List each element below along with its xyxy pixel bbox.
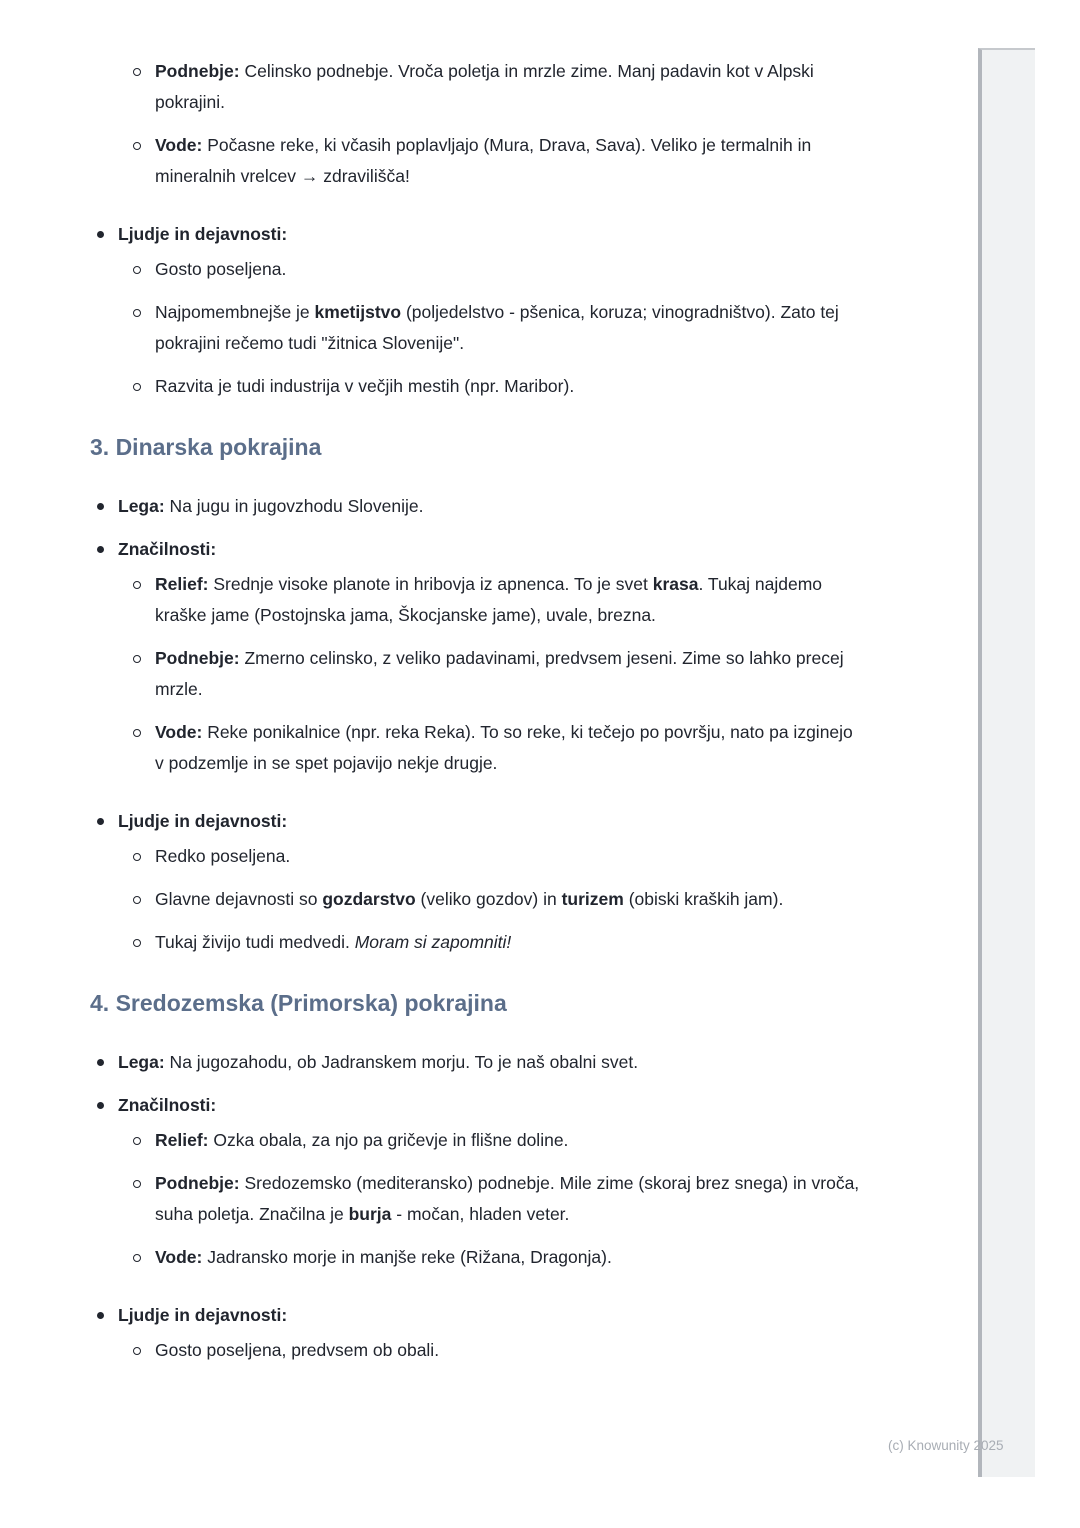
item-text: Tukaj živijo tudi medvedi. — [155, 932, 355, 952]
bullet-icon — [97, 546, 104, 553]
item-text: Gosto poseljena. — [155, 259, 287, 279]
circle-bullet-icon — [133, 1180, 141, 1188]
section-heading-3: 3. Dinarska pokrajina — [90, 434, 322, 460]
sub-bullet-item — [90, 927, 862, 958]
bullet-item — [90, 219, 862, 250]
sub-bullet-item — [90, 569, 862, 631]
item-text: Zmerno celinsko, z veliko padavinami, predvsem jeseni. Zime so lahko precej mrzle. — [155, 648, 844, 699]
bullet-item — [90, 1300, 862, 1331]
item-text: . Tukaj najdemo kraške jame (Postojnska jama, Škocjanske jame), uvale, brezna. — [155, 574, 823, 625]
item-text: Jadransko morje in manjše reke (Rižana, Dragonja). — [202, 1247, 612, 1267]
item-text: Redko poseljena. — [155, 846, 291, 866]
item-text: Glavne dejavnosti so — [155, 889, 323, 909]
circle-bullet-icon — [133, 853, 141, 861]
sub-bullet-item — [90, 56, 862, 118]
bullet-icon — [97, 1312, 104, 1319]
bullet-item — [90, 806, 862, 837]
circle-bullet-icon — [133, 655, 141, 663]
bullet-icon — [97, 503, 104, 510]
circle-bullet-icon — [133, 896, 141, 904]
item-text: - močan, hladen veter. — [391, 1204, 570, 1224]
item-label: Ljudje in dejavnosti: — [118, 224, 288, 244]
item-text: Srednje visoke planote in hribovja iz apnenca. To je svet — [208, 574, 653, 594]
item-label: Vode: — [155, 1247, 203, 1267]
item-text: Na jugu in jugovzhodu Slovenije. — [164, 496, 424, 516]
item-text: (poljedelstvo - pšenica, koruza; vinogradništvo). Zato tej pokrajini rečemo tudi "žitnica Slovenije". — [155, 302, 839, 353]
item-text: Gosto poseljena, predvsem ob obali. — [155, 1340, 440, 1360]
sub-bullet-item — [90, 1242, 862, 1273]
item-text: Počasne reke, ki včasih poplavljajo (Mura, Drava, Sava). Veliko je termalnih in mineralnih vrelcev → zdravilišča! — [155, 135, 812, 186]
bullet-icon — [97, 231, 104, 238]
circle-bullet-icon — [133, 581, 141, 589]
item-text: Ozka obala, za njo pa gričevje in flišne doline. — [208, 1130, 569, 1150]
sub-bullet-item — [90, 371, 862, 402]
circle-bullet-icon — [133, 939, 141, 947]
circle-bullet-icon — [133, 1137, 141, 1145]
item-label: Lega: — [118, 496, 165, 516]
bullet-item — [90, 534, 862, 565]
bullet-item — [90, 491, 862, 522]
item-bold-text: turizem — [561, 889, 624, 909]
item-text: Celinsko podnebje. Vroča poletja in mrzle zime. Manj padavin kot v Alpski pokrajini. — [155, 61, 814, 112]
circle-bullet-icon — [133, 68, 141, 76]
item-italic-text: Moram si zapomniti! — [354, 932, 512, 952]
sub-bullet-item — [90, 1168, 862, 1230]
circle-bullet-icon — [133, 142, 141, 150]
bullet-item — [90, 1090, 862, 1121]
bullet-icon — [97, 1102, 104, 1109]
item-label: Relief: — [155, 1130, 209, 1150]
item-bold-text: burja — [348, 1204, 392, 1224]
item-label: Značilnosti: — [118, 539, 217, 559]
sub-bullet-item — [90, 254, 862, 285]
item-label: Ljudje in dejavnosti: — [118, 811, 288, 831]
item-bold-text: krasa — [652, 574, 699, 594]
item-text: Razvita je tudi industrija v večjih mestih (npr. Maribor). — [155, 376, 575, 396]
item-label: Relief: — [155, 574, 209, 594]
scrollbar-track[interactable] — [978, 48, 1035, 1477]
bullet-icon — [97, 818, 104, 825]
watermark: (c) Knowunity 2025 — [888, 1438, 1004, 1453]
item-label: Vode: — [155, 135, 203, 155]
item-label: Vode: — [155, 722, 203, 742]
sub-bullet-item — [90, 884, 862, 915]
bullet-item — [90, 1047, 862, 1078]
item-label: Podnebje: — [155, 1173, 240, 1193]
item-text: Najpomembnejše je — [155, 302, 315, 322]
document-content — [90, 0, 862, 1366]
sub-bullet-item — [90, 1125, 862, 1156]
item-text: (obiski kraških jam). — [623, 889, 784, 909]
item-text: Na jugozahodu, ob Jadranskem morju. To je naš obalni svet. — [164, 1052, 639, 1072]
item-label: Podnebje: — [155, 648, 240, 668]
sub-bullet-item — [90, 297, 862, 359]
circle-bullet-icon — [133, 1254, 141, 1262]
item-bold-text: kmetijstvo — [314, 302, 402, 322]
sub-bullet-item — [90, 841, 862, 872]
item-label: Ljudje in dejavnosti: — [118, 1305, 288, 1325]
circle-bullet-icon — [133, 383, 141, 391]
item-label: Lega: — [118, 1052, 165, 1072]
circle-bullet-icon — [133, 309, 141, 317]
item-label: Podnebje: — [155, 61, 240, 81]
bullet-icon — [97, 1059, 104, 1066]
sub-bullet-item — [90, 1335, 862, 1366]
sub-bullet-item — [90, 130, 862, 192]
item-text: Sredozemsko (mediteransko) podnebje. Mile zime (skoraj brez snega) in vroča, suha poletja. Značilna je — [155, 1173, 860, 1224]
circle-bullet-icon — [133, 1347, 141, 1355]
section-heading-4: 4. Sredozemska (Primorska) pokrajina — [90, 990, 507, 1016]
item-bold-text: gozdarstvo — [322, 889, 416, 909]
item-text: (veliko gozdov) in — [415, 889, 562, 909]
circle-bullet-icon — [133, 729, 141, 737]
circle-bullet-icon — [133, 266, 141, 274]
item-text: Reke ponikalnice (npr. reka Reka). To so reke, ki tečejo po površju, nato pa izginejo v podzemlje in se spet pojavijo nekje drugje. — [155, 722, 853, 773]
item-label: Značilnosti: — [118, 1095, 217, 1115]
sub-bullet-item — [90, 717, 862, 779]
sub-bullet-item — [90, 643, 862, 705]
